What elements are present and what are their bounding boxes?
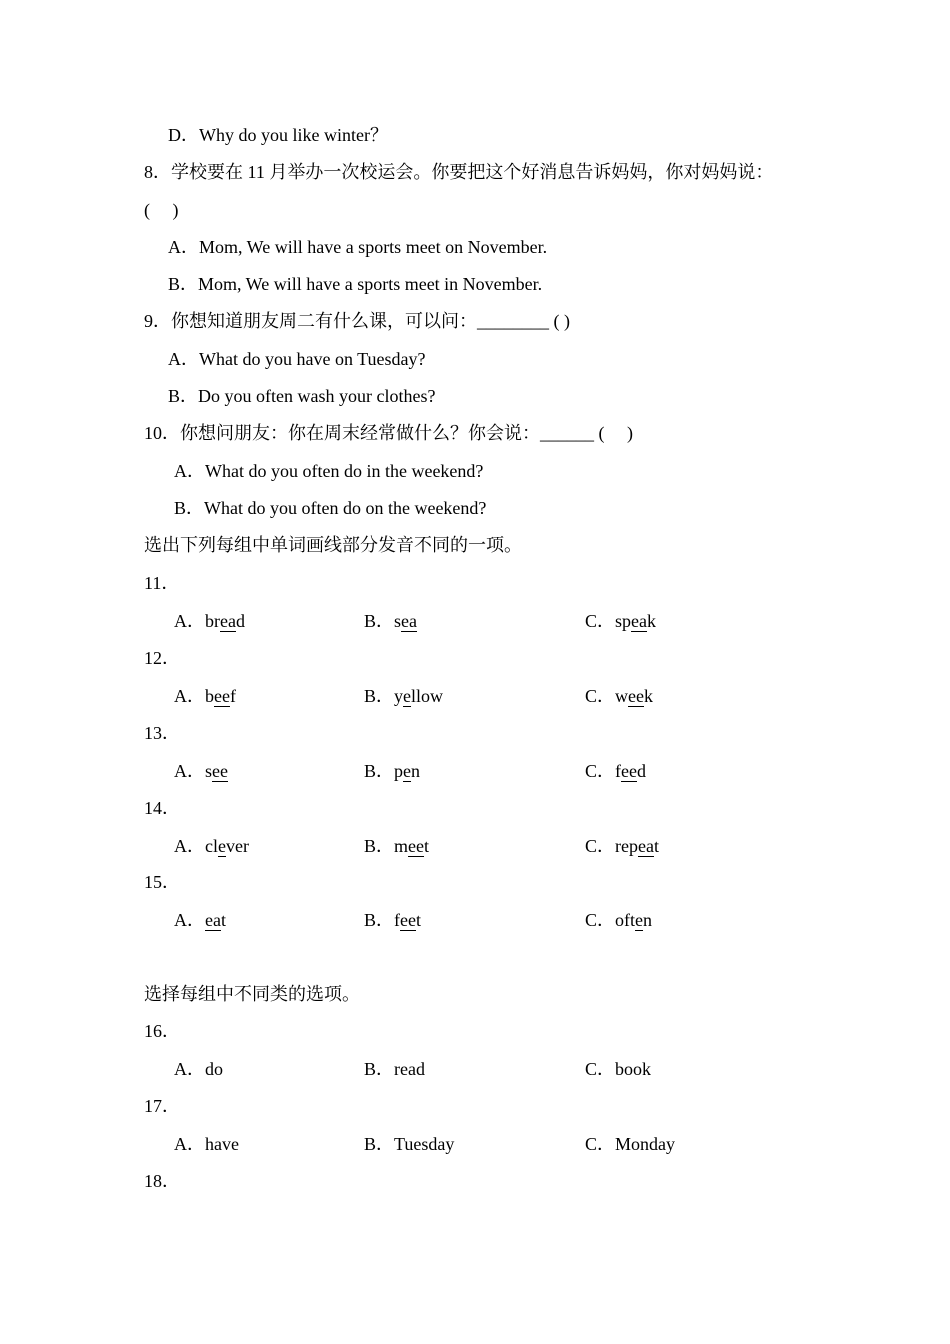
underlined-letters: ea	[401, 611, 418, 631]
option-b: B．feet	[364, 910, 422, 930]
q10-stem: 10．你想问朋友：你在周末经常做什么？你会说：______ ( )	[144, 423, 633, 443]
underlined-letters: ea	[631, 611, 648, 631]
option-c: C．Monday	[585, 1134, 675, 1154]
option-b: B．sea	[364, 611, 418, 631]
underlined-letters: e	[635, 910, 644, 930]
underlined-letters: ea	[638, 836, 654, 856]
question-number: 13．	[144, 723, 180, 743]
question-number: 11．	[144, 573, 180, 593]
option-c: C．repeat	[585, 836, 659, 856]
underlined-letters: ee	[214, 686, 230, 706]
question-number: 14．	[144, 798, 180, 818]
option-a: A．have	[174, 1134, 239, 1154]
underlined-letters: ee	[212, 761, 228, 781]
q8-answer-paren: ( )	[144, 200, 179, 220]
question-number: 12．	[144, 648, 180, 668]
q9-option-b: B．Do you often wash your clothes?	[168, 386, 436, 406]
option-c: C．book	[585, 1059, 652, 1079]
q9-option-a: A．What do you have on Tuesday?	[168, 349, 426, 369]
option-a: A．eat	[174, 910, 226, 930]
option-b: B．meet	[364, 836, 430, 856]
option-c: C．week	[585, 686, 653, 706]
underlined-letters: ee	[621, 761, 637, 781]
section-heading-pronunciation: 选出下列每组中单词画线部分发音不同的一项。	[144, 535, 522, 555]
q8-stem: 8．学校要在 11 月举办一次校运会。你要把这个好消息告诉妈妈，你对妈妈说：	[144, 162, 774, 182]
underlined-letters: ee	[628, 686, 644, 706]
q8-option-b: B．Mom, We will have a sports meet in November.	[168, 274, 543, 294]
option-a: A．clever	[174, 836, 249, 856]
question-number: 18．	[144, 1171, 180, 1191]
q9-stem: 9．你想知道朋友周二有什么课，可以问：________ ( )	[144, 311, 570, 331]
question-number: 16．	[144, 1021, 180, 1041]
option-c: C．feed	[585, 761, 646, 781]
option-a: A．beef	[174, 686, 236, 706]
underlined-letters: ea	[205, 910, 221, 930]
q7-option-d: D．Why do you like winter？	[168, 125, 388, 145]
option-a: A．bread	[174, 611, 245, 631]
q10-option-b: B．What do you often do on the weekend?	[174, 498, 487, 518]
section-heading-classification: 选择每组中不同类的选项。	[144, 984, 360, 1004]
option-b: B．yellow	[364, 686, 444, 706]
underlined-letters: e	[218, 836, 226, 856]
option-c: C．speak	[585, 611, 657, 631]
option-a: A．do	[174, 1059, 223, 1079]
option-b: B．read	[364, 1059, 425, 1079]
q8-option-a: A．Mom, We will have a sports meet on November.	[168, 237, 548, 257]
underlined-letters: e	[403, 761, 412, 781]
option-b: B．Tuesday	[364, 1134, 455, 1154]
underlined-letters: e	[403, 686, 412, 706]
question-number: 17．	[144, 1096, 180, 1116]
underlined-letters: ee	[400, 910, 416, 930]
underlined-letters: ea	[220, 611, 236, 631]
option-a: A．see	[174, 761, 228, 781]
option-b: B．pen	[364, 761, 421, 781]
question-number: 15．	[144, 872, 180, 892]
option-c: C．often	[585, 910, 653, 930]
underlined-letters: ee	[408, 836, 425, 856]
q10-option-a: A．What do you often do in the weekend?	[174, 461, 484, 481]
